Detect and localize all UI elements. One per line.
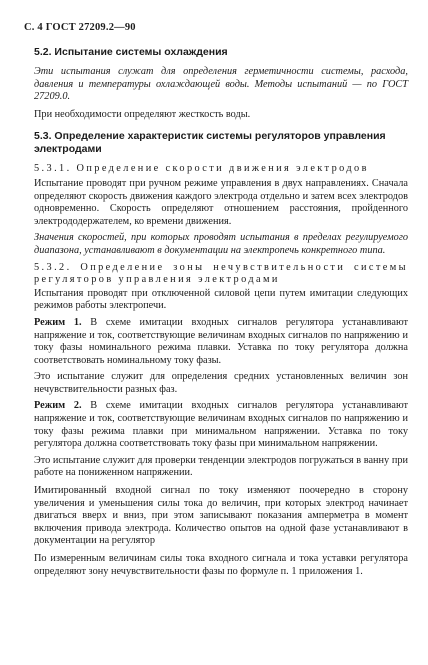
mode-1-text: В схеме имитации входных сигналов регулятора устанавливают напряжение и ток, соответствующие величинам входных сигналов по напряжению и току фазы номинального режима плавки. Уставка по току регулятора должна соответствовать номинальному току фазы. (34, 316, 409, 366)
section-5-3-2-paragraph-1: Испытания проводят при отключенной силовой цепи путем имитации следующих режимов работы электропечи. (34, 287, 408, 312)
mode-1-note: Это испытание служит для определения средних установленных величин зон нечувствительности разных фаз. (34, 371, 408, 395)
section-5-3-1-paragraph-1: Испытание проводят при ручном режиме управления в двух направлениях. Сначала определяют скорость движения каждого электрода отдельно и затем всех электродов одновременно. Скорость определяют отношением расстояния, пройденного электрододержателем, ко времени движения. (34, 177, 408, 227)
section-5-3-1-paragraph-2: Значения скоростей, при которых проводят испытания в пределах регулируемого диапазона, устанавливают в документации на электропечь конкретного типа. (34, 232, 408, 256)
section-5-2-title: 5.2. Испытание системы охлаждения (34, 46, 228, 58)
document-body (34, 46, 408, 578)
mode-2-text: В схеме имитации входных сигналов регулятора устанавливают напряжение и ток, соответствующие величинам входных сигналов по напряжению и току фазы режима плавки при минимальном напряжении. Уставка по току регулятора должна соответствовать току фазы при минимальном напряжении. (34, 400, 409, 450)
mode-1-label: Режим 1. (34, 316, 82, 328)
section-5-3-1-title: 5.3.1. Определение скорости движения электродов (34, 163, 369, 175)
mode-2-label: Режим 2. (34, 400, 82, 412)
section-5-2-paragraph-1: Эти испытания служат для определения герметичности системы, расхода, давления и температуры охлаждающей воды. Методы испытаний — по ГОСТ 27209.0. (34, 66, 408, 103)
page-header: С. 4 ГОСТ 27209.2—90 (24, 22, 136, 33)
section-5-3-2-title: 5.3.2. Определение зоны нечувствительности системы регуляторов управления электродами (34, 261, 408, 286)
simulation-paragraph: Имитированный входной сигнал по току изменяют поочередно в сторону увеличения и уменьшения силы тока до величин, при которых электрод начинает двигаться вверх и вниз, при этом записывают показания амперметра в момент включения привода электрода. Количество опытов на одной фазе устанавливают в документации на регулятор (34, 485, 408, 547)
mode-2-paragraph (34, 400, 408, 450)
final-paragraph-text: По измеренным величинам силы тока входного сигнала и тока уставки регулятора определяют зону нечувствительности фазы по формуле п. 1 приложения 1. (34, 553, 408, 577)
section-5-2-paragraph-2: При необходимости определяют жесткость воды. (34, 108, 251, 120)
final-paragraph (34, 553, 408, 578)
section-5-3-title: 5.3. Определение характеристик системы регуляторов управления электродами (34, 130, 386, 156)
mode-2-note: Это испытание служит для проверки тенденции электродов погружаться в ванну при работе на пониженном напряжении. (34, 454, 408, 479)
mode-1-paragraph (34, 317, 408, 367)
